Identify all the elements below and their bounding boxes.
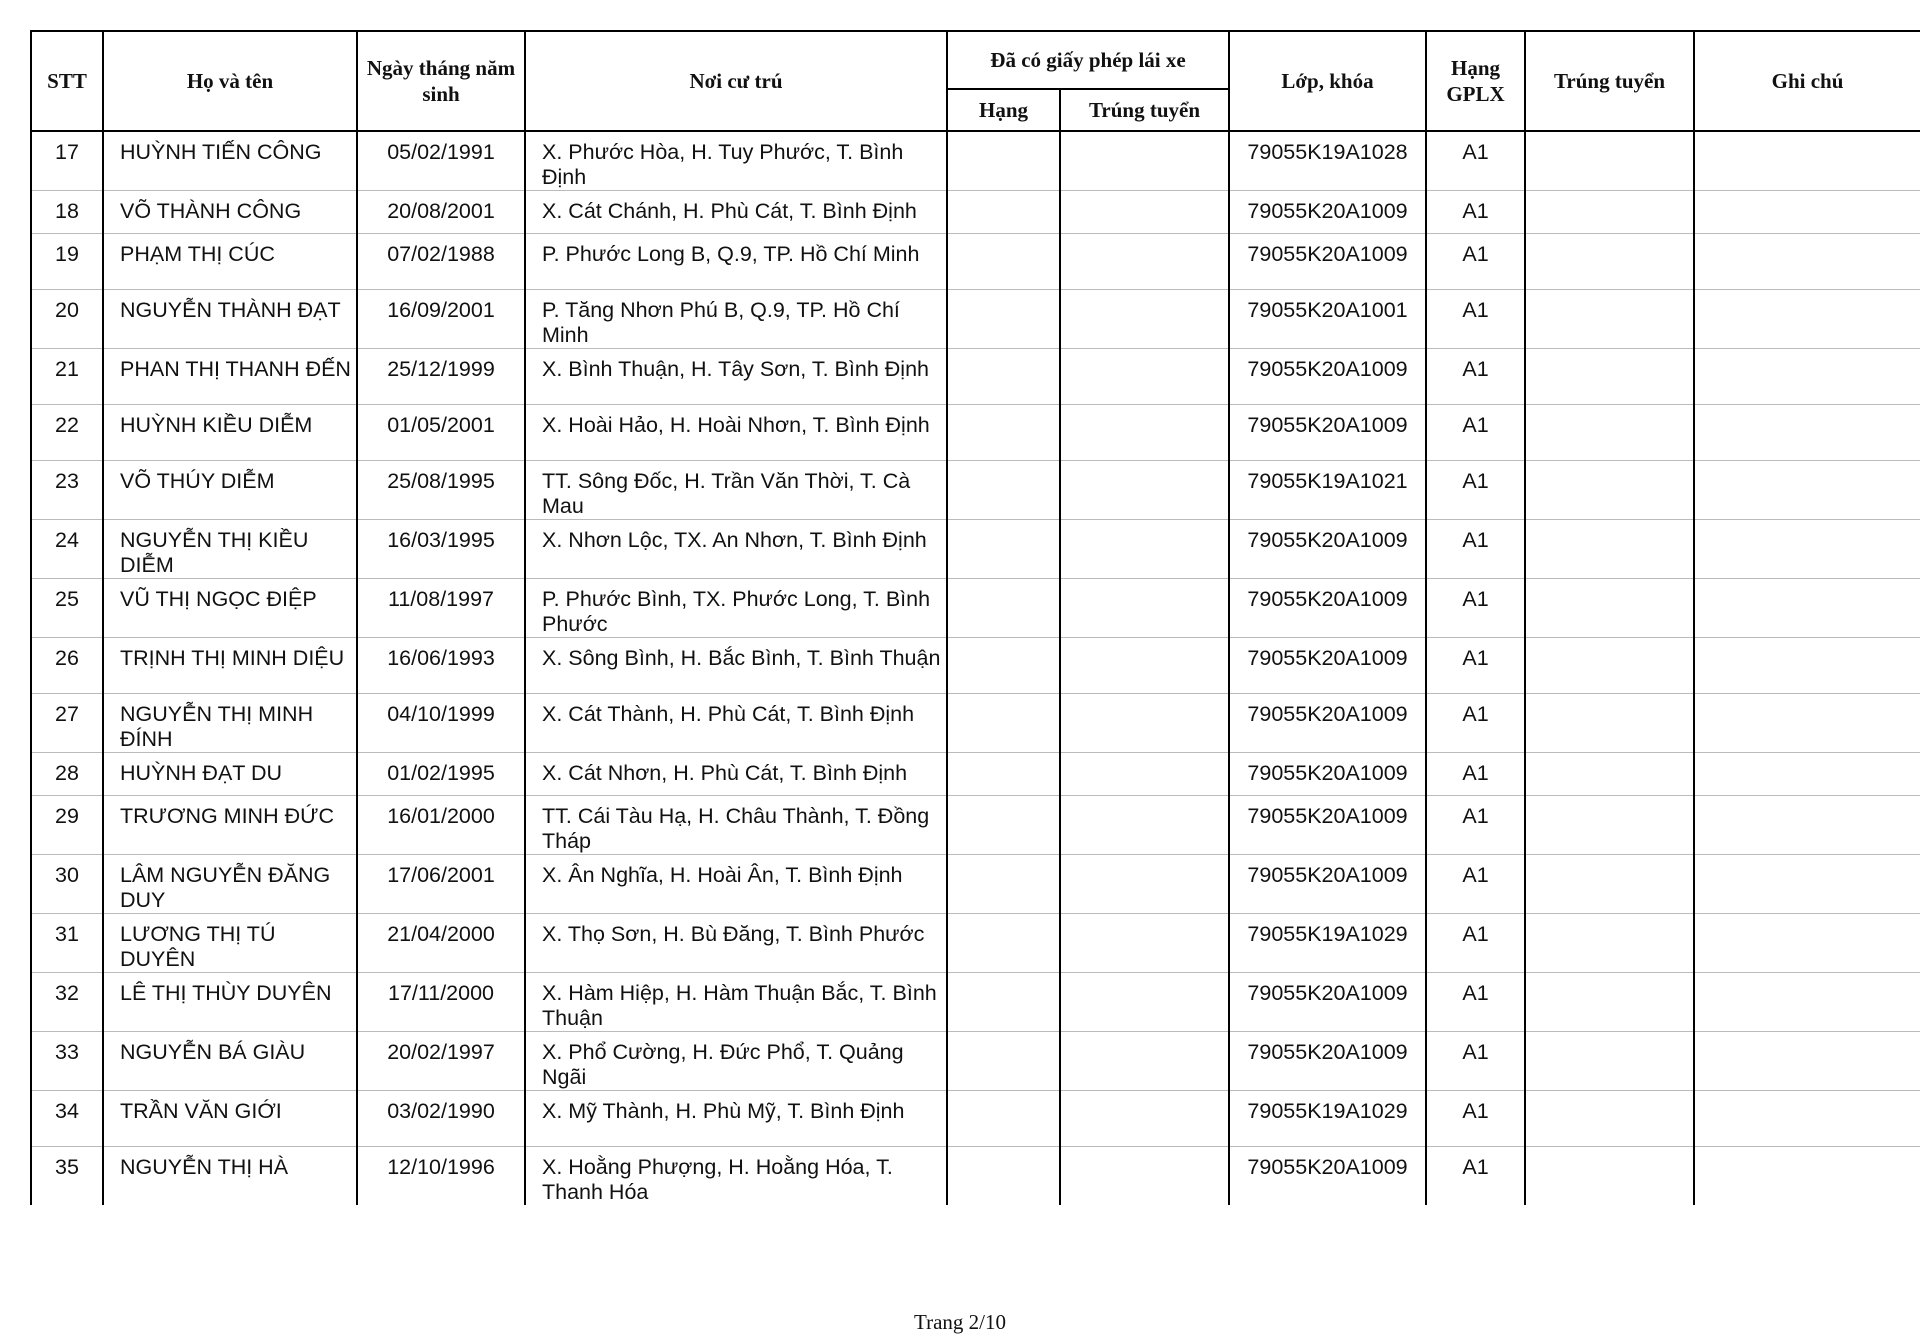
- cell-license: A1: [1426, 131, 1525, 191]
- cell-license: A1: [1426, 1147, 1525, 1206]
- header-da-co-gplx: Đã có giấy phép lái xe: [947, 31, 1229, 89]
- cell-license: A1: [1426, 520, 1525, 579]
- cell-trung-tuyen-gplx: [1060, 461, 1229, 520]
- cell-license: A1: [1426, 638, 1525, 694]
- table-row: [31, 461, 1920, 520]
- cell-trung-tuyen: [1525, 290, 1694, 349]
- cell-note: [1694, 796, 1920, 855]
- cell-address: X. Ân Nghĩa, H. Hoài Ân, T. Bình Định: [525, 855, 947, 914]
- cell-note: [1694, 131, 1920, 191]
- cell-trung-tuyen-gplx: [1060, 914, 1229, 973]
- cell-dob: 05/02/1991: [357, 131, 525, 191]
- candidate-table: [30, 30, 1920, 1205]
- cell-address: X. Cát Chánh, H. Phù Cát, T. Bình Định: [525, 191, 947, 234]
- cell-license: A1: [1426, 234, 1525, 290]
- cell-address: X. Cát Nhơn, H. Phù Cát, T. Bình Định: [525, 753, 947, 796]
- cell-class: 79055K20A1009: [1229, 855, 1426, 914]
- cell-class: 79055K20A1009: [1229, 1032, 1426, 1091]
- table-row: [31, 131, 1920, 191]
- cell-class: 79055K20A1009: [1229, 1147, 1426, 1206]
- cell-stt: 20: [31, 290, 103, 349]
- cell-trung-tuyen-gplx: [1060, 855, 1229, 914]
- cell-license: A1: [1426, 694, 1525, 753]
- cell-hang: [947, 349, 1060, 405]
- cell-hang: [947, 973, 1060, 1032]
- cell-note: [1694, 1147, 1920, 1206]
- cell-note: [1694, 753, 1920, 796]
- cell-license: A1: [1426, 405, 1525, 461]
- table-row: [31, 973, 1920, 1032]
- cell-address: X. Hoằng Phượng, H. Hoằng Hóa, T. Thanh Hóa: [525, 1147, 947, 1206]
- cell-license: A1: [1426, 1091, 1525, 1147]
- cell-hang: [947, 694, 1060, 753]
- cell-dob: 16/09/2001: [357, 290, 525, 349]
- cell-address: X. Nhơn Lộc, TX. An Nhơn, T. Bình Định: [525, 520, 947, 579]
- cell-license: A1: [1426, 349, 1525, 405]
- cell-trung-tuyen-gplx: [1060, 290, 1229, 349]
- cell-note: [1694, 461, 1920, 520]
- cell-trung-tuyen: [1525, 694, 1694, 753]
- cell-dob: 17/06/2001: [357, 855, 525, 914]
- table-row: [31, 1091, 1920, 1147]
- cell-trung-tuyen-gplx: [1060, 1091, 1229, 1147]
- cell-license: A1: [1426, 1032, 1525, 1091]
- cell-trung-tuyen-gplx: [1060, 131, 1229, 191]
- cell-name: VÕ THÚY DIỄM: [103, 461, 357, 520]
- cell-hang: [947, 234, 1060, 290]
- cell-trung-tuyen-gplx: [1060, 234, 1229, 290]
- cell-dob: 17/11/2000: [357, 973, 525, 1032]
- cell-trung-tuyen: [1525, 1091, 1694, 1147]
- header-ho-ten: Họ và tên: [103, 31, 357, 131]
- cell-trung-tuyen: [1525, 796, 1694, 855]
- cell-stt: 23: [31, 461, 103, 520]
- cell-license: A1: [1426, 579, 1525, 638]
- cell-license: A1: [1426, 191, 1525, 234]
- cell-trung-tuyen: [1525, 855, 1694, 914]
- cell-name: TRỊNH THỊ MINH DIỆU: [103, 638, 357, 694]
- cell-name: NGUYỄN THÀNH ĐẠT: [103, 290, 357, 349]
- cell-name: LÊ THỊ THÙY DUYÊN: [103, 973, 357, 1032]
- cell-stt: 17: [31, 131, 103, 191]
- header-noi-cu-tru: Nơi cư trú: [525, 31, 947, 131]
- cell-trung-tuyen-gplx: [1060, 1032, 1229, 1091]
- cell-address: X. Sông Bình, H. Bắc Bình, T. Bình Thuận: [525, 638, 947, 694]
- cell-note: [1694, 855, 1920, 914]
- cell-license: A1: [1426, 461, 1525, 520]
- page-number: Trang 2/10: [914, 1310, 1006, 1334]
- cell-dob: 01/05/2001: [357, 405, 525, 461]
- cell-note: [1694, 914, 1920, 973]
- cell-name: HUỲNH KIỀU DIỄM: [103, 405, 357, 461]
- cell-address: X. Hàm Hiệp, H. Hàm Thuận Bắc, T. Bình Thuận: [525, 973, 947, 1032]
- cell-stt: 26: [31, 638, 103, 694]
- table-row: [31, 796, 1920, 855]
- cell-note: [1694, 520, 1920, 579]
- cell-stt: 32: [31, 973, 103, 1032]
- cell-trung-tuyen-gplx: [1060, 753, 1229, 796]
- cell-hang: [947, 131, 1060, 191]
- cell-trung-tuyen: [1525, 131, 1694, 191]
- cell-name: PHAN THỊ THANH ĐẾN: [103, 349, 357, 405]
- header-hang-gplx: Hạng GPLX: [1426, 31, 1525, 131]
- cell-trung-tuyen: [1525, 405, 1694, 461]
- header-hang: Hạng: [947, 89, 1060, 131]
- cell-stt: 35: [31, 1147, 103, 1206]
- cell-hang: [947, 1091, 1060, 1147]
- cell-trung-tuyen: [1525, 1032, 1694, 1091]
- candidate-list-sheet: [30, 30, 1920, 1205]
- cell-class: 79055K20A1009: [1229, 694, 1426, 753]
- cell-address: P. Tăng Nhơn Phú B, Q.9, TP. Hồ Chí Minh: [525, 290, 947, 349]
- table-row: [31, 753, 1920, 796]
- cell-license: A1: [1426, 796, 1525, 855]
- cell-class: 79055K20A1009: [1229, 753, 1426, 796]
- cell-hang: [947, 520, 1060, 579]
- table-row: [31, 234, 1920, 290]
- cell-address: TT. Cái Tàu Hạ, H. Châu Thành, T. Đồng Tháp: [525, 796, 947, 855]
- cell-hang: [947, 753, 1060, 796]
- cell-address: X. Cát Thành, H. Phù Cát, T. Bình Định: [525, 694, 947, 753]
- header-trung-tuyen: Trúng tuyển: [1525, 31, 1694, 131]
- cell-address: X. Thọ Sơn, H. Bù Đăng, T. Bình Phước: [525, 914, 947, 973]
- cell-trung-tuyen-gplx: [1060, 638, 1229, 694]
- cell-hang: [947, 638, 1060, 694]
- cell-dob: 16/01/2000: [357, 796, 525, 855]
- cell-hang: [947, 855, 1060, 914]
- cell-trung-tuyen: [1525, 914, 1694, 973]
- cell-trung-tuyen-gplx: [1060, 1147, 1229, 1206]
- cell-trung-tuyen: [1525, 638, 1694, 694]
- cell-hang: [947, 1032, 1060, 1091]
- cell-name: TRẦN VĂN GIỚI: [103, 1091, 357, 1147]
- cell-stt: 22: [31, 405, 103, 461]
- cell-license: A1: [1426, 855, 1525, 914]
- cell-dob: 16/06/1993: [357, 638, 525, 694]
- cell-name: NGUYỄN BÁ GIÀU: [103, 1032, 357, 1091]
- cell-dob: 20/02/1997: [357, 1032, 525, 1091]
- cell-dob: 04/10/1999: [357, 694, 525, 753]
- cell-name: VŨ THỊ NGỌC ĐIỆP: [103, 579, 357, 638]
- cell-name: HUỲNH TIẾN CÔNG: [103, 131, 357, 191]
- cell-class: 79055K20A1009: [1229, 191, 1426, 234]
- cell-dob: 21/04/2000: [357, 914, 525, 973]
- cell-trung-tuyen-gplx: [1060, 191, 1229, 234]
- cell-stt: 18: [31, 191, 103, 234]
- cell-address: P. Phước Long B, Q.9, TP. Hồ Chí Minh: [525, 234, 947, 290]
- cell-address: P. Phước Bình, TX. Phước Long, T. Bình Phước: [525, 579, 947, 638]
- cell-name: NGUYỄN THỊ MINH ĐÍNH: [103, 694, 357, 753]
- cell-class: 79055K20A1009: [1229, 796, 1426, 855]
- cell-class: 79055K20A1009: [1229, 234, 1426, 290]
- table-row: [31, 1147, 1920, 1206]
- cell-trung-tuyen-gplx: [1060, 349, 1229, 405]
- cell-class: 79055K20A1009: [1229, 973, 1426, 1032]
- cell-hang: [947, 461, 1060, 520]
- cell-name: TRƯƠNG MINH ĐỨC: [103, 796, 357, 855]
- cell-note: [1694, 349, 1920, 405]
- header-stt: STT: [31, 31, 103, 131]
- cell-name: LÂM NGUYỄN ĐĂNG DUY: [103, 855, 357, 914]
- cell-note: [1694, 694, 1920, 753]
- table-row: [31, 191, 1920, 234]
- cell-stt: 34: [31, 1091, 103, 1147]
- cell-name: NGUYỄN THỊ HÀ: [103, 1147, 357, 1206]
- header-trung-tuyen-sub: Trúng tuyển: [1060, 89, 1229, 131]
- cell-dob: 12/10/1996: [357, 1147, 525, 1206]
- cell-license: A1: [1426, 753, 1525, 796]
- cell-name: PHẠM THỊ CÚC: [103, 234, 357, 290]
- cell-trung-tuyen-gplx: [1060, 579, 1229, 638]
- cell-hang: [947, 579, 1060, 638]
- table-row: [31, 694, 1920, 753]
- cell-trung-tuyen-gplx: [1060, 694, 1229, 753]
- cell-trung-tuyen: [1525, 579, 1694, 638]
- cell-dob: 03/02/1990: [357, 1091, 525, 1147]
- header-ghi-chu: Ghi chú: [1694, 31, 1920, 131]
- cell-stt: 27: [31, 694, 103, 753]
- cell-stt: 21: [31, 349, 103, 405]
- cell-stt: 28: [31, 753, 103, 796]
- cell-hang: [947, 290, 1060, 349]
- table-row: [31, 579, 1920, 638]
- cell-stt: 25: [31, 579, 103, 638]
- cell-trung-tuyen: [1525, 753, 1694, 796]
- table-header: [31, 31, 1920, 131]
- cell-stt: 24: [31, 520, 103, 579]
- cell-trung-tuyen: [1525, 973, 1694, 1032]
- table-row: [31, 638, 1920, 694]
- cell-class: 79055K20A1009: [1229, 349, 1426, 405]
- cell-note: [1694, 638, 1920, 694]
- cell-note: [1694, 234, 1920, 290]
- cell-address: X. Phổ Cường, H. Đức Phổ, T. Quảng Ngãi: [525, 1032, 947, 1091]
- cell-trung-tuyen-gplx: [1060, 973, 1229, 1032]
- table-row: [31, 349, 1920, 405]
- cell-stt: 33: [31, 1032, 103, 1091]
- header-ngay-sinh: Ngày tháng năm sinh: [357, 31, 525, 131]
- cell-address: TT. Sông Đốc, H. Trần Văn Thời, T. Cà Mau: [525, 461, 947, 520]
- cell-hang: [947, 191, 1060, 234]
- cell-name: HUỲNH ĐẠT DU: [103, 753, 357, 796]
- cell-class: 79055K20A1009: [1229, 579, 1426, 638]
- cell-address: X. Phước Hòa, H. Tuy Phước, T. Bình Định: [525, 131, 947, 191]
- cell-note: [1694, 579, 1920, 638]
- cell-license: A1: [1426, 914, 1525, 973]
- cell-trung-tuyen-gplx: [1060, 520, 1229, 579]
- cell-address: X. Hoài Hảo, H. Hoài Nhơn, T. Bình Định: [525, 405, 947, 461]
- cell-note: [1694, 290, 1920, 349]
- cell-hang: [947, 914, 1060, 973]
- cell-dob: 01/02/1995: [357, 753, 525, 796]
- cell-note: [1694, 973, 1920, 1032]
- cell-note: [1694, 1091, 1920, 1147]
- cell-trung-tuyen: [1525, 520, 1694, 579]
- cell-dob: 25/12/1999: [357, 349, 525, 405]
- table-row: [31, 290, 1920, 349]
- cell-trung-tuyen: [1525, 1147, 1694, 1206]
- cell-name: VÕ THÀNH CÔNG: [103, 191, 357, 234]
- cell-name: LƯƠNG THỊ TÚ DUYÊN: [103, 914, 357, 973]
- table-body: [31, 131, 1920, 1205]
- cell-dob: 07/02/1988: [357, 234, 525, 290]
- cell-name: NGUYỄN THỊ KIỀU DIỄM: [103, 520, 357, 579]
- cell-trung-tuyen-gplx: [1060, 796, 1229, 855]
- cell-note: [1694, 191, 1920, 234]
- cell-address: X. Bình Thuận, H. Tây Sơn, T. Bình Định: [525, 349, 947, 405]
- header-lop-khoa: Lớp, khóa: [1229, 31, 1426, 131]
- table-row: [31, 914, 1920, 973]
- cell-stt: 31: [31, 914, 103, 973]
- cell-stt: 30: [31, 855, 103, 914]
- cell-class: 79055K20A1009: [1229, 405, 1426, 461]
- cell-class: 79055K20A1009: [1229, 638, 1426, 694]
- cell-dob: 16/03/1995: [357, 520, 525, 579]
- cell-class: 79055K19A1028: [1229, 131, 1426, 191]
- cell-trung-tuyen: [1525, 461, 1694, 520]
- cell-class: 79055K20A1001: [1229, 290, 1426, 349]
- cell-license: A1: [1426, 290, 1525, 349]
- cell-dob: 25/08/1995: [357, 461, 525, 520]
- cell-class: 79055K19A1029: [1229, 1091, 1426, 1147]
- cell-note: [1694, 1032, 1920, 1091]
- cell-trung-tuyen-gplx: [1060, 405, 1229, 461]
- table-row: [31, 1032, 1920, 1091]
- table-row: [31, 855, 1920, 914]
- cell-trung-tuyen: [1525, 349, 1694, 405]
- cell-dob: 11/08/1997: [357, 579, 525, 638]
- cell-note: [1694, 405, 1920, 461]
- cell-address: X. Mỹ Thành, H. Phù Mỹ, T. Bình Định: [525, 1091, 947, 1147]
- cell-class: 79055K20A1009: [1229, 520, 1426, 579]
- cell-stt: 29: [31, 796, 103, 855]
- cell-hang: [947, 796, 1060, 855]
- cell-license: A1: [1426, 973, 1525, 1032]
- table-row: [31, 520, 1920, 579]
- cell-dob: 20/08/2001: [357, 191, 525, 234]
- cell-trung-tuyen: [1525, 191, 1694, 234]
- cell-hang: [947, 1147, 1060, 1206]
- cell-trung-tuyen: [1525, 234, 1694, 290]
- cell-stt: 19: [31, 234, 103, 290]
- cell-hang: [947, 405, 1060, 461]
- table-row: [31, 405, 1920, 461]
- cell-class: 79055K19A1021: [1229, 461, 1426, 520]
- cell-class: 79055K19A1029: [1229, 914, 1426, 973]
